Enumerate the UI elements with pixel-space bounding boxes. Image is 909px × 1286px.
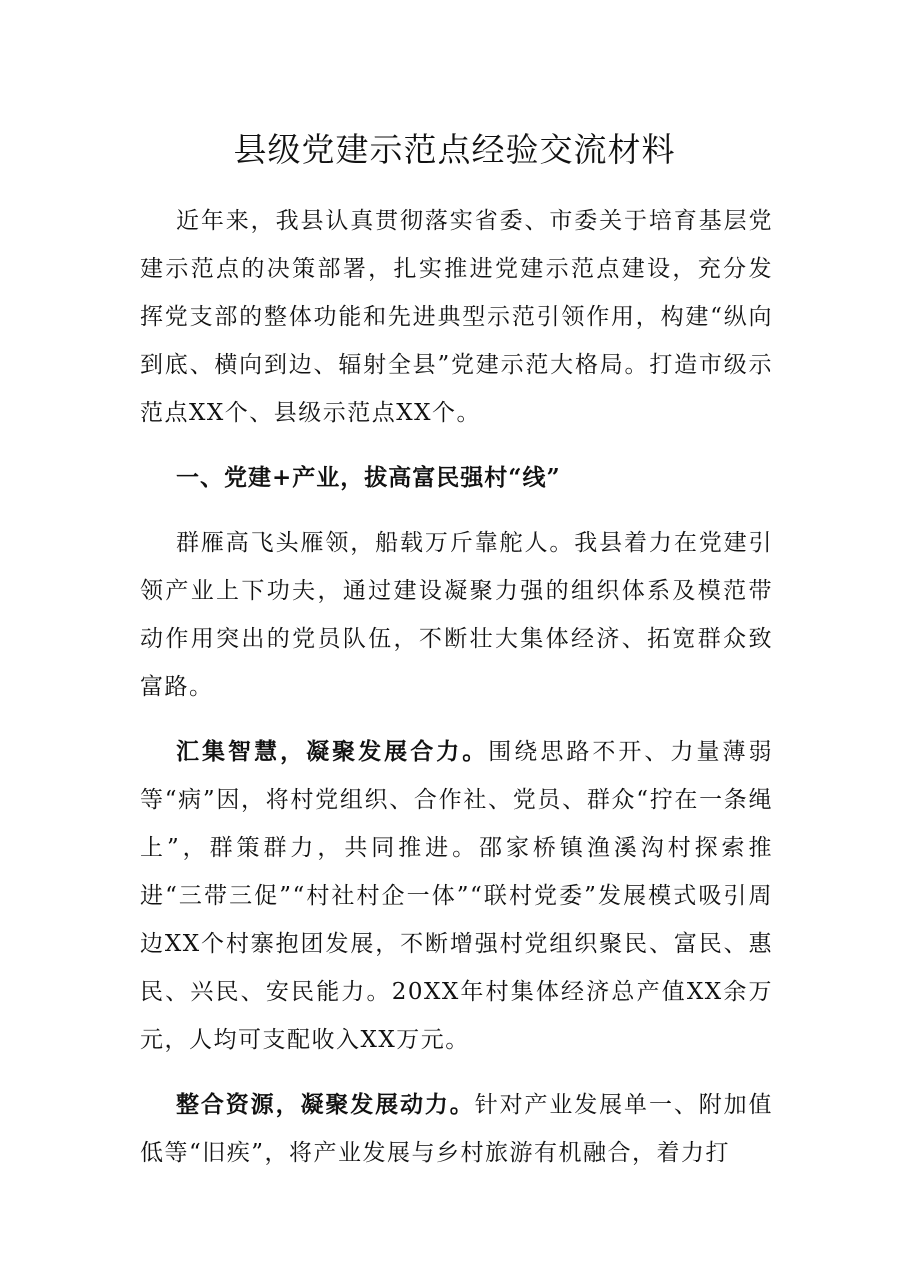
paragraph-lead-phrase: 汇集智慧，凝聚发展合力。 xyxy=(176,738,489,765)
section-paragraph-2 xyxy=(140,728,773,1064)
intro-paragraph: 近年来，我县认真贯彻落实省委、市委关于培育基层党建示范点的决策部署，扎实推进党建示范点建设，充分发挥党支部的整体功能和先进典型示范引领作用，构建“纵向到底、横向到边、辐射全县”党建示范大格局。打造市级示范点XX个、县级示范点XX个。 xyxy=(140,208,773,426)
paragraph-text: 围绕思路不开、力量薄弱等“病”因，将村党组织、合作社、党员、群众“拧在一条绳上”，群策群力，共同推进。邵家桥镇渔溪沟村探索推进“三带三促”“村社村企一体”“联村党委”发展模式吸引周边XX个村寨抱团发展，不断增强村党组织聚民、富民、惠民、兴民、安民能力。20XX年村集体经济总产值XX余万元，人均可支配收入XX万元。 xyxy=(140,739,774,1053)
document-title: 县级党建示范点经验交流材料 xyxy=(233,130,676,169)
section-paragraph-1: 群雁高飞头雁领，船载万斤靠舵人。我县着力在党建引领产业上下功夫，通过建设凝聚力强的组织体系及模范带动作用突出的党员队伍，不断壮大集体经济、拓宽群众致富路。 xyxy=(140,530,773,700)
section-heading: 一、党建+产业，拔高富民强村“线” xyxy=(176,464,561,491)
paragraph-lead-phrase: 整合资源，凝聚发展动力。 xyxy=(176,1091,475,1118)
paragraph-text: 针对产业发展单一、附加值低等“旧疾”，将产业发展与乡村旅游有机融合，着力打 xyxy=(140,1092,774,1166)
section-paragraph-3 xyxy=(140,1081,773,1177)
document-body xyxy=(140,197,773,1177)
